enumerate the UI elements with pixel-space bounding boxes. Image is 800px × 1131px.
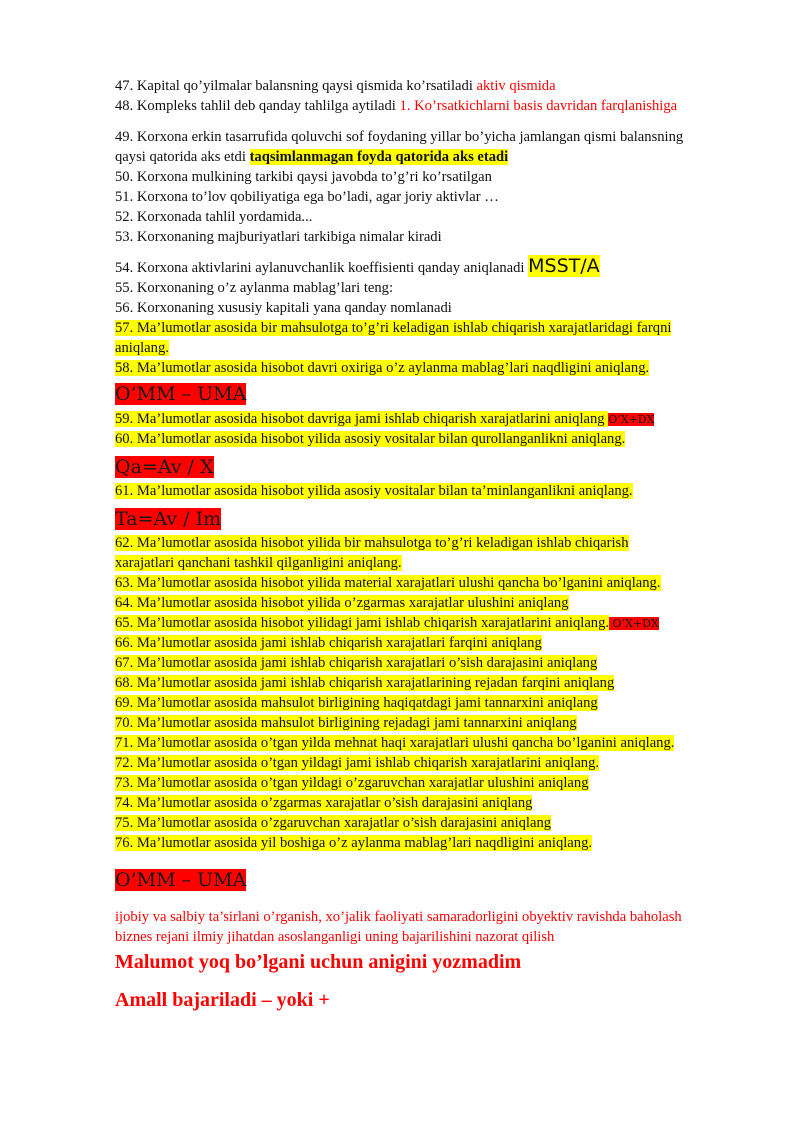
answer-54: MSST/A	[528, 255, 600, 277]
answer-47: aktiv qismida	[476, 78, 556, 94]
question-63: 63. Ma’lumotlar asosida hisobot yilida material xarajatlari ulushi qancha bo’lganini aniqlang.	[115, 575, 661, 591]
question-49-line2: qaysi qatorida aks etdi taqsimlanmagan foyda qatorida aks etadi	[115, 149, 509, 165]
answer-48: 1. Ko’rsatkichlarni basis davridan farqlanishiga	[399, 98, 678, 114]
answer-59: O’X+DX	[608, 413, 655, 426]
question-53: 53. Korxonaning majburiyatlari tarkibiga nimalar kiradi	[115, 229, 442, 245]
question-67: 67. Ma’lumotlar asosida jami ishlab chiqarish xarajatlari o’sish darajasini aniqlang	[115, 655, 598, 671]
question-50: 50. Korxona mulkining tarkibi qaysi javobda to’g’ri ko’rsatilgan	[115, 169, 492, 185]
question-54: 54. Korxona aktivlarini aylanuvchanlik koeffisienti qanday aniqlanadi MSST/A	[115, 255, 600, 277]
question-74: 74. Ma’lumotlar asosida o’zgarmas xarajatlar o’sish darajasini aniqlang	[115, 795, 533, 811]
question-62-line1: 62. Ma’lumotlar asosida hisobot yilida bir mahsulotga to’g’ri keladigan ishlab chiqarish	[115, 535, 629, 551]
answer-65: O’X+DX	[609, 617, 659, 630]
question-58: 58. Ma’lumotlar asosida hisobot davri oxiriga o’z aylanma mablag’lari naqdligini aniqlang.	[115, 360, 650, 376]
question-70: 70. Ma’lumotlar asosida mahsulot birligining rejadagi jami tannarxini aniqlang	[115, 715, 577, 731]
formula-1: O’MM – UMA	[115, 383, 247, 405]
question-56: 56. Korxonaning xususiy kapitali yana qanday nomlanadi	[115, 300, 452, 316]
question-69: 69. Ma’lumotlar asosida mahsulot birligining haqiqatdagi jami tannarxini aniqlang	[115, 695, 598, 711]
question-71: 71. Ma’lumotlar asosida o’tgan yilda mehnat haqi xarajatlari ulushi qancha bo’lganini aniqlang.	[115, 735, 675, 751]
question-73: 73. Ma’lumotlar asosida o’tgan yildagi o’zgaruvchan xarajatlar ulushini aniqlang	[115, 775, 589, 791]
question-60: 60. Ma’lumotlar asosida hisobot yilida asosiy vositalar bilan qurollanganlikni aniqlang.	[115, 431, 626, 447]
question-64: 64. Ma’lumotlar asosida hisobot yilida o’zgarmas xarajatlar ulushini aniqlang	[115, 595, 569, 611]
question-57-line1: 57. Ma’lumotlar asosida bir mahsulotga to’g’ri keladigan ishlab chiqarish xarajatlaridagi farqni	[115, 320, 672, 336]
question-51: 51. Korxona to’lov qobiliyatiga ega bo’ladi, agar joriy aktivlar …	[115, 189, 499, 205]
question-57-line2: aniqlang.	[115, 340, 169, 356]
question-47: 47. Kapital qo’yilmalar balansning qaysi qismida ko’rsatiladi aktiv qismida	[115, 78, 556, 94]
question-66: 66. Ma’lumotlar asosida jami ishlab chiqarish xarajatlari farqini aniqlang	[115, 635, 542, 651]
note-heading-2: Amall bajariladi – yoki +	[115, 989, 330, 1011]
formula-3: Ta=Av / Im	[115, 508, 222, 530]
question-68: 68. Ma’lumotlar asosida jami ishlab chiqarish xarajatlarining rejadan farqini aniqlang	[115, 675, 615, 691]
formula-2: Qa=Av / X	[115, 456, 214, 478]
question-72: 72. Ma’lumotlar asosida o’tgan yildagi jami ishlab chiqarish xarajatlarini aniqlang.	[115, 755, 600, 771]
question-49-line1: 49. Korxona erkin tasarrufida qoluvchi sof foydaning yillar bo’yicha jamlangan qismi balansning	[115, 129, 684, 145]
question-52: 52. Korxonada tahlil yordamida...	[115, 209, 313, 225]
note-heading-1: Malumot yoq bo’lgani uchun anigini yozmadim	[115, 951, 522, 973]
note-line-2: biznes rejani ilmiy jihatdan asoslanganligi uning bajarilishini nazorat qilish	[115, 929, 555, 945]
question-76: 76. Ma’lumotlar asosida yil boshiga o’z aylanma mablag’lari naqdligini aniqlang.	[115, 835, 593, 851]
question-59: 59. Ma’lumotlar asosida hisobot davriga jami ishlab chiqarish xarajatlarini aniqlang O’X+DX	[115, 411, 655, 427]
question-48: 48. Kompleks tahlil deb qanday tahlilga aytiladi 1. Ko’rsatkichlarni basis davridan farqlanishiga	[115, 98, 678, 114]
question-61: 61. Ma’lumotlar asosida hisobot yilida asosiy vositalar bilan ta’minlanganlikni aniqlang.	[115, 483, 633, 499]
note-line-1: ijobiy va salbiy ta’sirlani o’rganish, xo’jalik faoliyati samaradorligini obyektiv ravishda baholash	[115, 909, 682, 925]
formula-4: O’MM – UMA	[115, 869, 247, 891]
question-65: 65. Ma’lumotlar asosida hisobot yilidagi jami ishlab chiqarish xarajatlarini aniqlang. O’X+DX	[115, 615, 659, 631]
question-55: 55. Korxonaning o’z aylanma mablag’lari teng:	[115, 280, 394, 296]
question-75: 75. Ma’lumotlar asosida o’zgaruvchan xarajatlar o’sish darajasini aniqlang	[115, 815, 552, 831]
question-62-line2: xarajatlari qanchani tashkil qilganligini aniqlang.	[115, 555, 402, 571]
answer-49: taqsimlanmagan foyda qatorida aks etadi	[249, 149, 509, 165]
